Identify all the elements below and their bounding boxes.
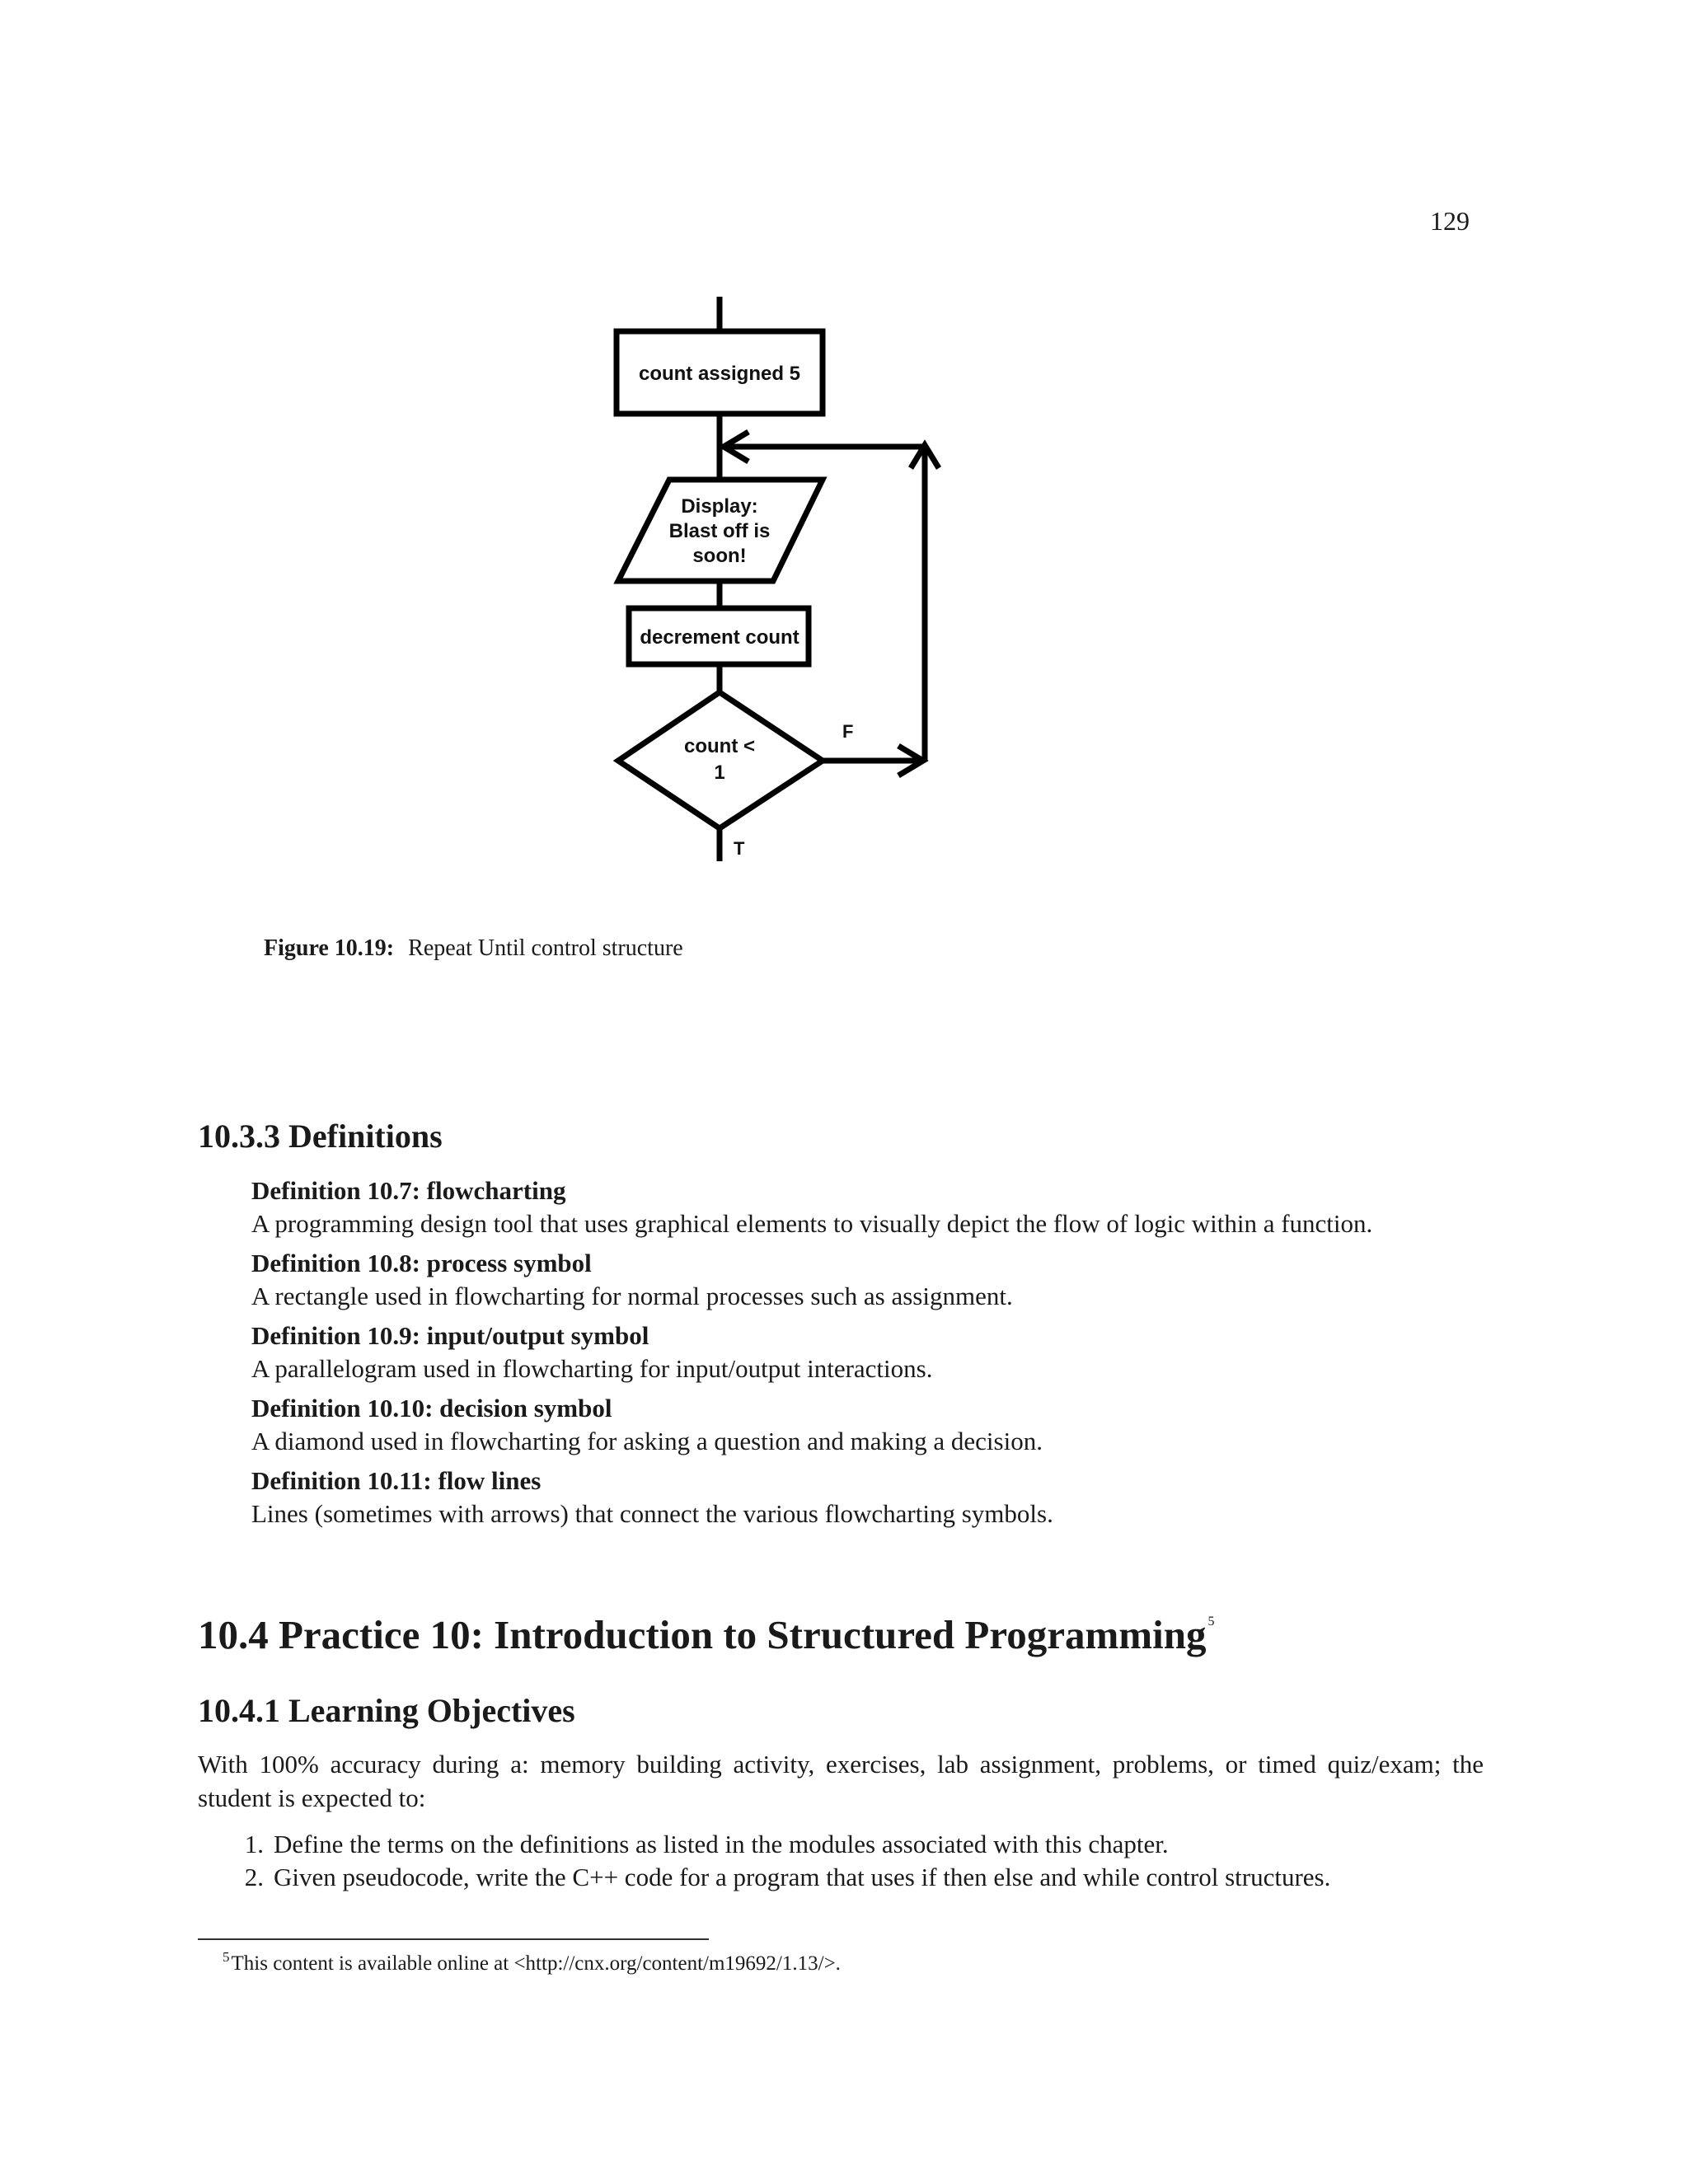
decision-label-line-2: 1 — [714, 762, 725, 784]
definitions-list — [251, 1174, 1463, 1537]
caption-text: Repeat Until control structure — [408, 935, 683, 961]
definition-title: Definition 10.11: flow lines — [251, 1466, 542, 1495]
definition-item — [251, 1319, 1463, 1385]
objective-text: Given pseudocode, write the C++ code for a program that uses if then else and while control structures. — [274, 1863, 1331, 1891]
definition-body: A parallelogram used in flowcharting for input/output interactions. — [251, 1354, 933, 1383]
definition-body: Lines (sometimes with arrows) that connect the various flowcharting symbols. — [251, 1499, 1053, 1528]
objective-item — [223, 1861, 1508, 1894]
objective-number: 2. — [244, 1863, 264, 1891]
objective-number: 1. — [244, 1830, 264, 1858]
footnote-text: This content is available online at <http://cnx.org/content/m19692/1.13/>. — [231, 1952, 841, 1975]
objective-item — [223, 1828, 1508, 1861]
io-label-line-2: Blast off is — [668, 520, 771, 542]
definition-title: Definition 10.10: decision symbol — [251, 1394, 612, 1422]
page-number: 129 — [1430, 206, 1470, 236]
flowchart-figure — [602, 297, 981, 874]
footnote-divider — [198, 1938, 709, 1940]
flowchart-svg — [602, 297, 981, 874]
objectives-intro: With 100% accuracy during a: memory building activity, exercises, lab assignment, problems, or timed quiz/exam; the student is expected to: — [198, 1750, 1484, 1812]
definition-body: A diamond used in flowcharting for asking a question and making a decision. — [251, 1427, 1043, 1455]
footnote — [223, 1949, 841, 1975]
decision-label-line-1: count < — [683, 735, 756, 757]
caption-label: Figure 10.19: — [264, 935, 395, 961]
definition-item — [251, 1465, 1463, 1530]
definition-title: Definition 10.8: process symbol — [251, 1249, 592, 1277]
footnote-marker[interactable]: 5 — [1207, 1615, 1215, 1629]
definition-item — [251, 1174, 1463, 1240]
definition-item — [251, 1247, 1463, 1313]
footnote-number: 5 — [223, 1949, 230, 1965]
decision-diamond — [618, 692, 823, 828]
objective-text: Define the terms on the definitions as listed in the modules associated with this chapter. — [274, 1830, 1169, 1858]
figure-caption — [264, 935, 683, 962]
definition-body: A rectangle used in flowcharting for normal processes such as assignment. — [251, 1282, 1013, 1310]
section-heading-objectives: 10.4.1 Learning Objectives — [198, 1692, 575, 1729]
false-branch-label: F — [842, 721, 854, 742]
definition-title: Definition 10.7: flowcharting — [251, 1176, 566, 1205]
definition-title: Definition 10.9: input/output symbol — [251, 1321, 649, 1350]
io-label-line-3: soon! — [692, 545, 747, 567]
objectives-list — [223, 1828, 1508, 1894]
definition-item — [251, 1392, 1463, 1458]
section-heading-practice — [198, 1611, 1214, 1658]
true-branch-label: T — [734, 838, 745, 859]
process-1-label: count assigned 5 — [638, 363, 801, 385]
process-2-label: decrement count — [640, 626, 799, 649]
practice-heading-text: 10.4 Practice 10: Introduction to Structured Programming — [198, 1612, 1207, 1657]
io-label-line-1: Display: — [681, 495, 758, 518]
section-heading-definitions: 10.3.3 Definitions — [198, 1118, 443, 1155]
definition-body: A programming design tool that uses graphical elements to visually depict the flow of logic within a function. — [251, 1209, 1373, 1238]
